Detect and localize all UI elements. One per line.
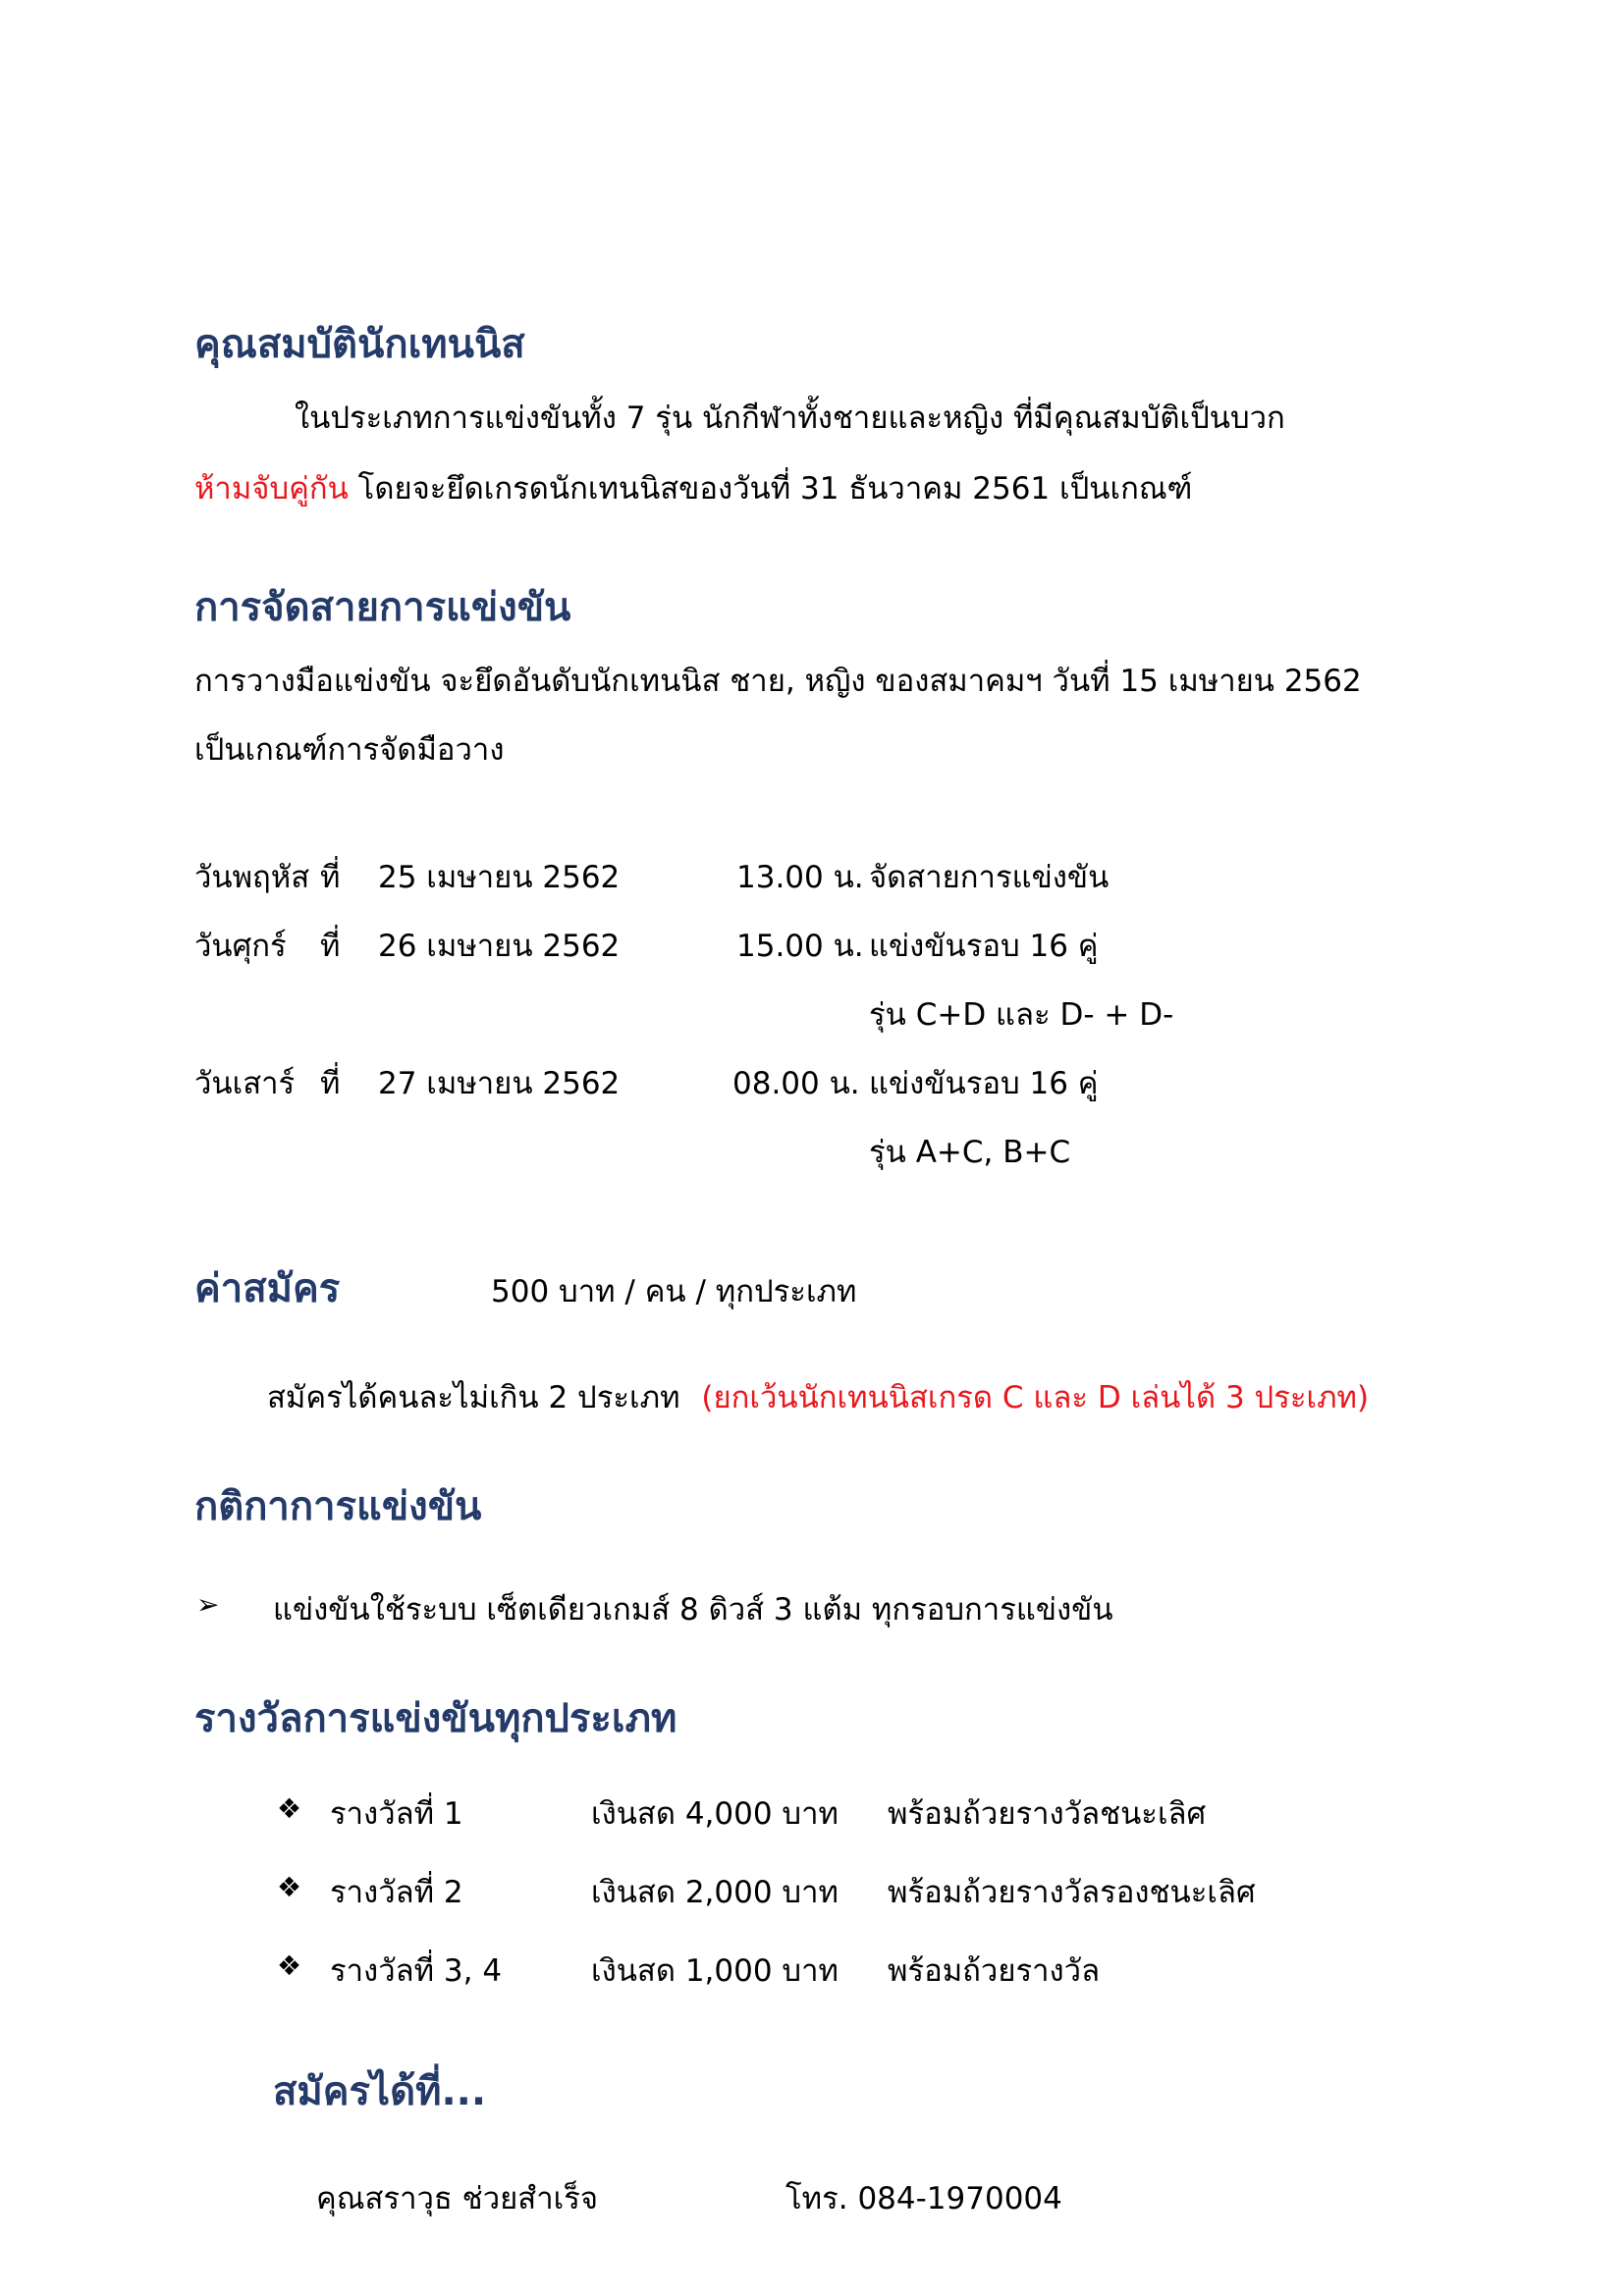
pairing-restriction: ห้ามจับคู่กัน bbox=[194, 471, 349, 507]
draw-line2: เป็นเกณฑ์การจัดมือวาง bbox=[194, 732, 505, 768]
schedule-division: รุ่น A+C, B+C bbox=[869, 1135, 1071, 1170]
schedule-thi: ที่ bbox=[320, 929, 341, 964]
schedule-day: วันศุกร์ bbox=[194, 929, 287, 964]
schedule-event: แข่งขันรอบ 16 คู่ bbox=[869, 1066, 1099, 1101]
schedule-time: 08.00 น. bbox=[732, 1066, 860, 1101]
prize-trophy: พร้อมถ้วยรางวัล bbox=[888, 1953, 1101, 1989]
contact-heading: สมัครได้ที่... bbox=[273, 2069, 487, 2114]
prize-cash: เงินสด 2,000 บาท bbox=[591, 1875, 839, 1910]
grade-basis: โดยจะยึดเกรดนักเทนนิสของวันที่ 31 ธันวาคม 2561 เป็นเกณฑ์ bbox=[348, 471, 1193, 507]
schedule-day: วันพฤหัส bbox=[194, 860, 310, 895]
fee-limit bbox=[267, 1372, 1369, 1421]
schedule-event: แข่งขันรอบ 16 คู่ bbox=[869, 929, 1099, 964]
diamond-bullet-icon: ❖ bbox=[277, 1792, 302, 1825]
qualifications-line2 bbox=[194, 463, 1192, 512]
prize-cash: เงินสด 1,000 บาท bbox=[591, 1953, 839, 1989]
schedule-date: 27 เมษายน 2562 bbox=[378, 1066, 621, 1101]
schedule-event: จัดสายการแข่งขัน bbox=[869, 860, 1110, 895]
prize-place: รางวัลที่ 2 bbox=[330, 1875, 463, 1910]
fee-exception: (ยกเว้นนักเทนนิสเกรด C และ D เล่นได้ 3 ประเภท) bbox=[701, 1380, 1370, 1415]
draw-heading: การจัดสายการแข่งขัน bbox=[194, 585, 571, 630]
prize-trophy: พร้อมถ้วยรางวัลรองชนะเลิศ bbox=[888, 1875, 1256, 1910]
fee-amount: 500 บาท / คน / ทุกประเภท bbox=[491, 1274, 857, 1309]
diamond-bullet-icon: ❖ bbox=[277, 1949, 302, 1982]
schedule-thi: ที่ bbox=[320, 860, 341, 895]
draw-line1: การวางมือแข่งขัน จะยึดอันดับนักเทนนิส ชาย, หญิง ของสมาคมฯ วันที่ 15 เมษายน 2562 bbox=[194, 664, 1362, 699]
arrow-bullet-icon: ➢ bbox=[196, 1588, 220, 1621]
contact-name: คุณสราวุธ ช่วยสำเร็จ bbox=[316, 2181, 599, 2216]
rules-item: แข่งขันใช้ระบบ เซ็ตเดียวเกมส์ 8 ดิวส์ 3 แต้ม ทุกรอบการแข่งขัน bbox=[273, 1592, 1113, 1628]
fee-limit-text: สมัครได้คนละไม่เกิน 2 ประเภท bbox=[267, 1380, 680, 1415]
rules-heading: กติกาการแข่งขัน bbox=[194, 1484, 482, 1529]
contact-phone: โทร. 084-1970004 bbox=[785, 2181, 1062, 2216]
schedule-date: 26 เมษายน 2562 bbox=[378, 929, 621, 964]
schedule-date: 25 เมษายน 2562 bbox=[378, 860, 621, 895]
qualifications-line1: ในประเภทการแข่งขันทั้ง 7 รุ่น นักกีฬาทั้งชายและหญิง ที่มีคุณสมบัติเป็นบวก bbox=[295, 400, 1285, 436]
schedule-thi: ที่ bbox=[320, 1066, 341, 1101]
diamond-bullet-icon: ❖ bbox=[277, 1871, 302, 1903]
fee-heading: ค่าสมัคร bbox=[194, 1266, 341, 1311]
prize-place: รางวัลที่ 3, 4 bbox=[330, 1953, 503, 1989]
schedule-day: วันเสาร์ bbox=[194, 1066, 296, 1101]
prize-place: รางวัลที่ 1 bbox=[330, 1796, 463, 1832]
schedule-time: 13.00 น. bbox=[736, 860, 864, 895]
prize-cash: เงินสด 4,000 บาท bbox=[591, 1796, 839, 1832]
prizes-heading: รางวัลการแข่งขันทุกประเภท bbox=[194, 1696, 677, 1741]
schedule-time: 15.00 น. bbox=[736, 929, 864, 964]
schedule-division: รุ่น C+D และ D- + D- bbox=[869, 997, 1174, 1033]
qualifications-heading: คุณสมบัตินักเทนนิส bbox=[194, 322, 525, 367]
prize-trophy: พร้อมถ้วยรางวัลชนะเลิศ bbox=[888, 1796, 1207, 1832]
